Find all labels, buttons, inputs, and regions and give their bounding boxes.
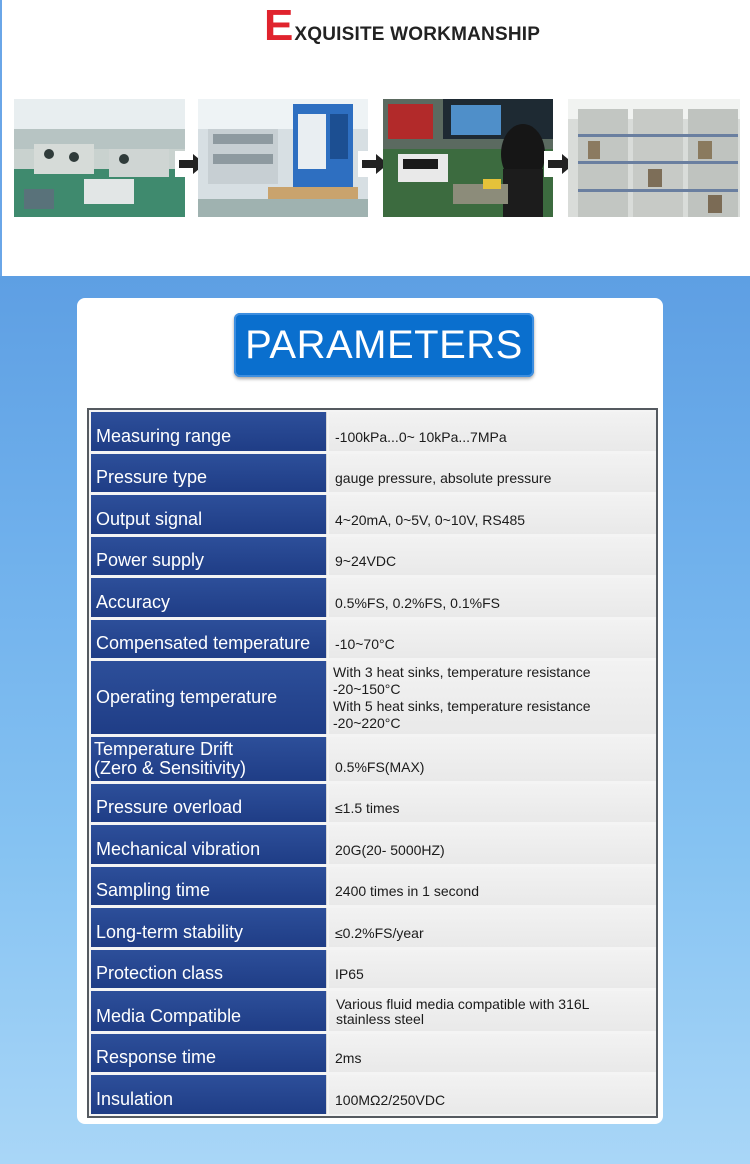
param-label: Media Compatible [91,991,327,1031]
param-label: Mechanical vibration [91,825,327,864]
warehouse-shelves-photo [568,99,740,217]
param-value: IP65 [329,950,656,988]
param-label-line: (Zero & Sensitivity) [94,758,247,778]
param-label: Protection class [91,950,327,988]
param-value: 2ms [329,1034,656,1072]
param-value-line: -20~220°C [333,714,401,731]
param-value: ≤1.5 times [329,784,656,822]
table-row [91,454,656,492]
param-value: 0.5%FS, 0.2%FS, 0.1%FS [329,578,656,617]
table-row [91,991,656,1031]
param-label: Measuring range [91,412,327,451]
param-value [329,991,656,1031]
table-row [91,825,656,864]
param-value: 0.5%FS(MAX) [329,737,656,781]
param-label-line: Temperature Drift [94,739,234,759]
param-value: -10~70°C [329,620,656,658]
param-label: Output signal [91,495,327,534]
param-label: Accuracy [91,578,327,617]
param-label: Pressure overload [91,784,327,822]
table-row [91,737,656,781]
param-label: Insulation [91,1075,327,1114]
workmanship-title [264,1,541,50]
parameters-section [0,276,750,1164]
table-row [91,495,656,534]
table-row [91,537,656,575]
table-row [91,1034,656,1072]
parameters-title: PARAMETERS [234,313,534,377]
param-label: Operating temperature [91,661,327,734]
param-label: Long-term stability [91,908,327,947]
table-row [91,784,656,822]
parameters-table [87,408,658,1118]
param-value-line: With 3 heat sinks, temperature resistance [333,663,591,680]
table-row [91,620,656,658]
workmanship-title-initial: E [264,1,294,50]
param-label: Response time [91,1034,327,1072]
param-value-line: -20~150°C [333,680,401,697]
test-chamber-photo [198,99,368,217]
param-value: 9~24VDC [329,537,656,575]
factory-floor-photo [14,99,185,217]
param-value: 100MΩ2/250VDC [329,1075,656,1114]
param-value: -100kPa...0~ 10kPa...7MPa [329,412,656,451]
table-row [91,908,656,947]
param-value-line: With 5 heat sinks, temperature resistance [333,697,591,714]
param-value [329,661,656,734]
process-photo-row [14,99,740,217]
param-value: gauge pressure, absolute pressure [329,454,656,492]
table-row [91,412,656,451]
table-row [91,867,656,905]
param-value: ≤0.2%FS/year [329,908,656,947]
param-label: Compensated temperature [91,620,327,658]
workmanship-title-text: XQUISITE WORKMANSHIP [294,24,541,45]
param-value: 4~20mA, 0~5V, 0~10V, RS485 [329,495,656,534]
table-row [91,578,656,617]
table-row [91,950,656,988]
param-label: Pressure type [91,454,327,492]
table-row [91,661,656,734]
param-label [91,737,327,781]
table-row [91,1075,656,1114]
param-value: 20G(20- 5000HZ) [329,825,656,864]
param-value-line: Various fluid media compatible with 316L [336,996,590,1012]
workmanship-section [0,0,750,276]
param-value-line: stainless steel [336,1011,424,1027]
param-label: Sampling time [91,867,327,905]
calibration-station-photo [383,99,553,217]
param-label: Power supply [91,537,327,575]
param-value: 2400 times in 1 second [329,867,656,905]
parameters-card [77,298,663,1124]
